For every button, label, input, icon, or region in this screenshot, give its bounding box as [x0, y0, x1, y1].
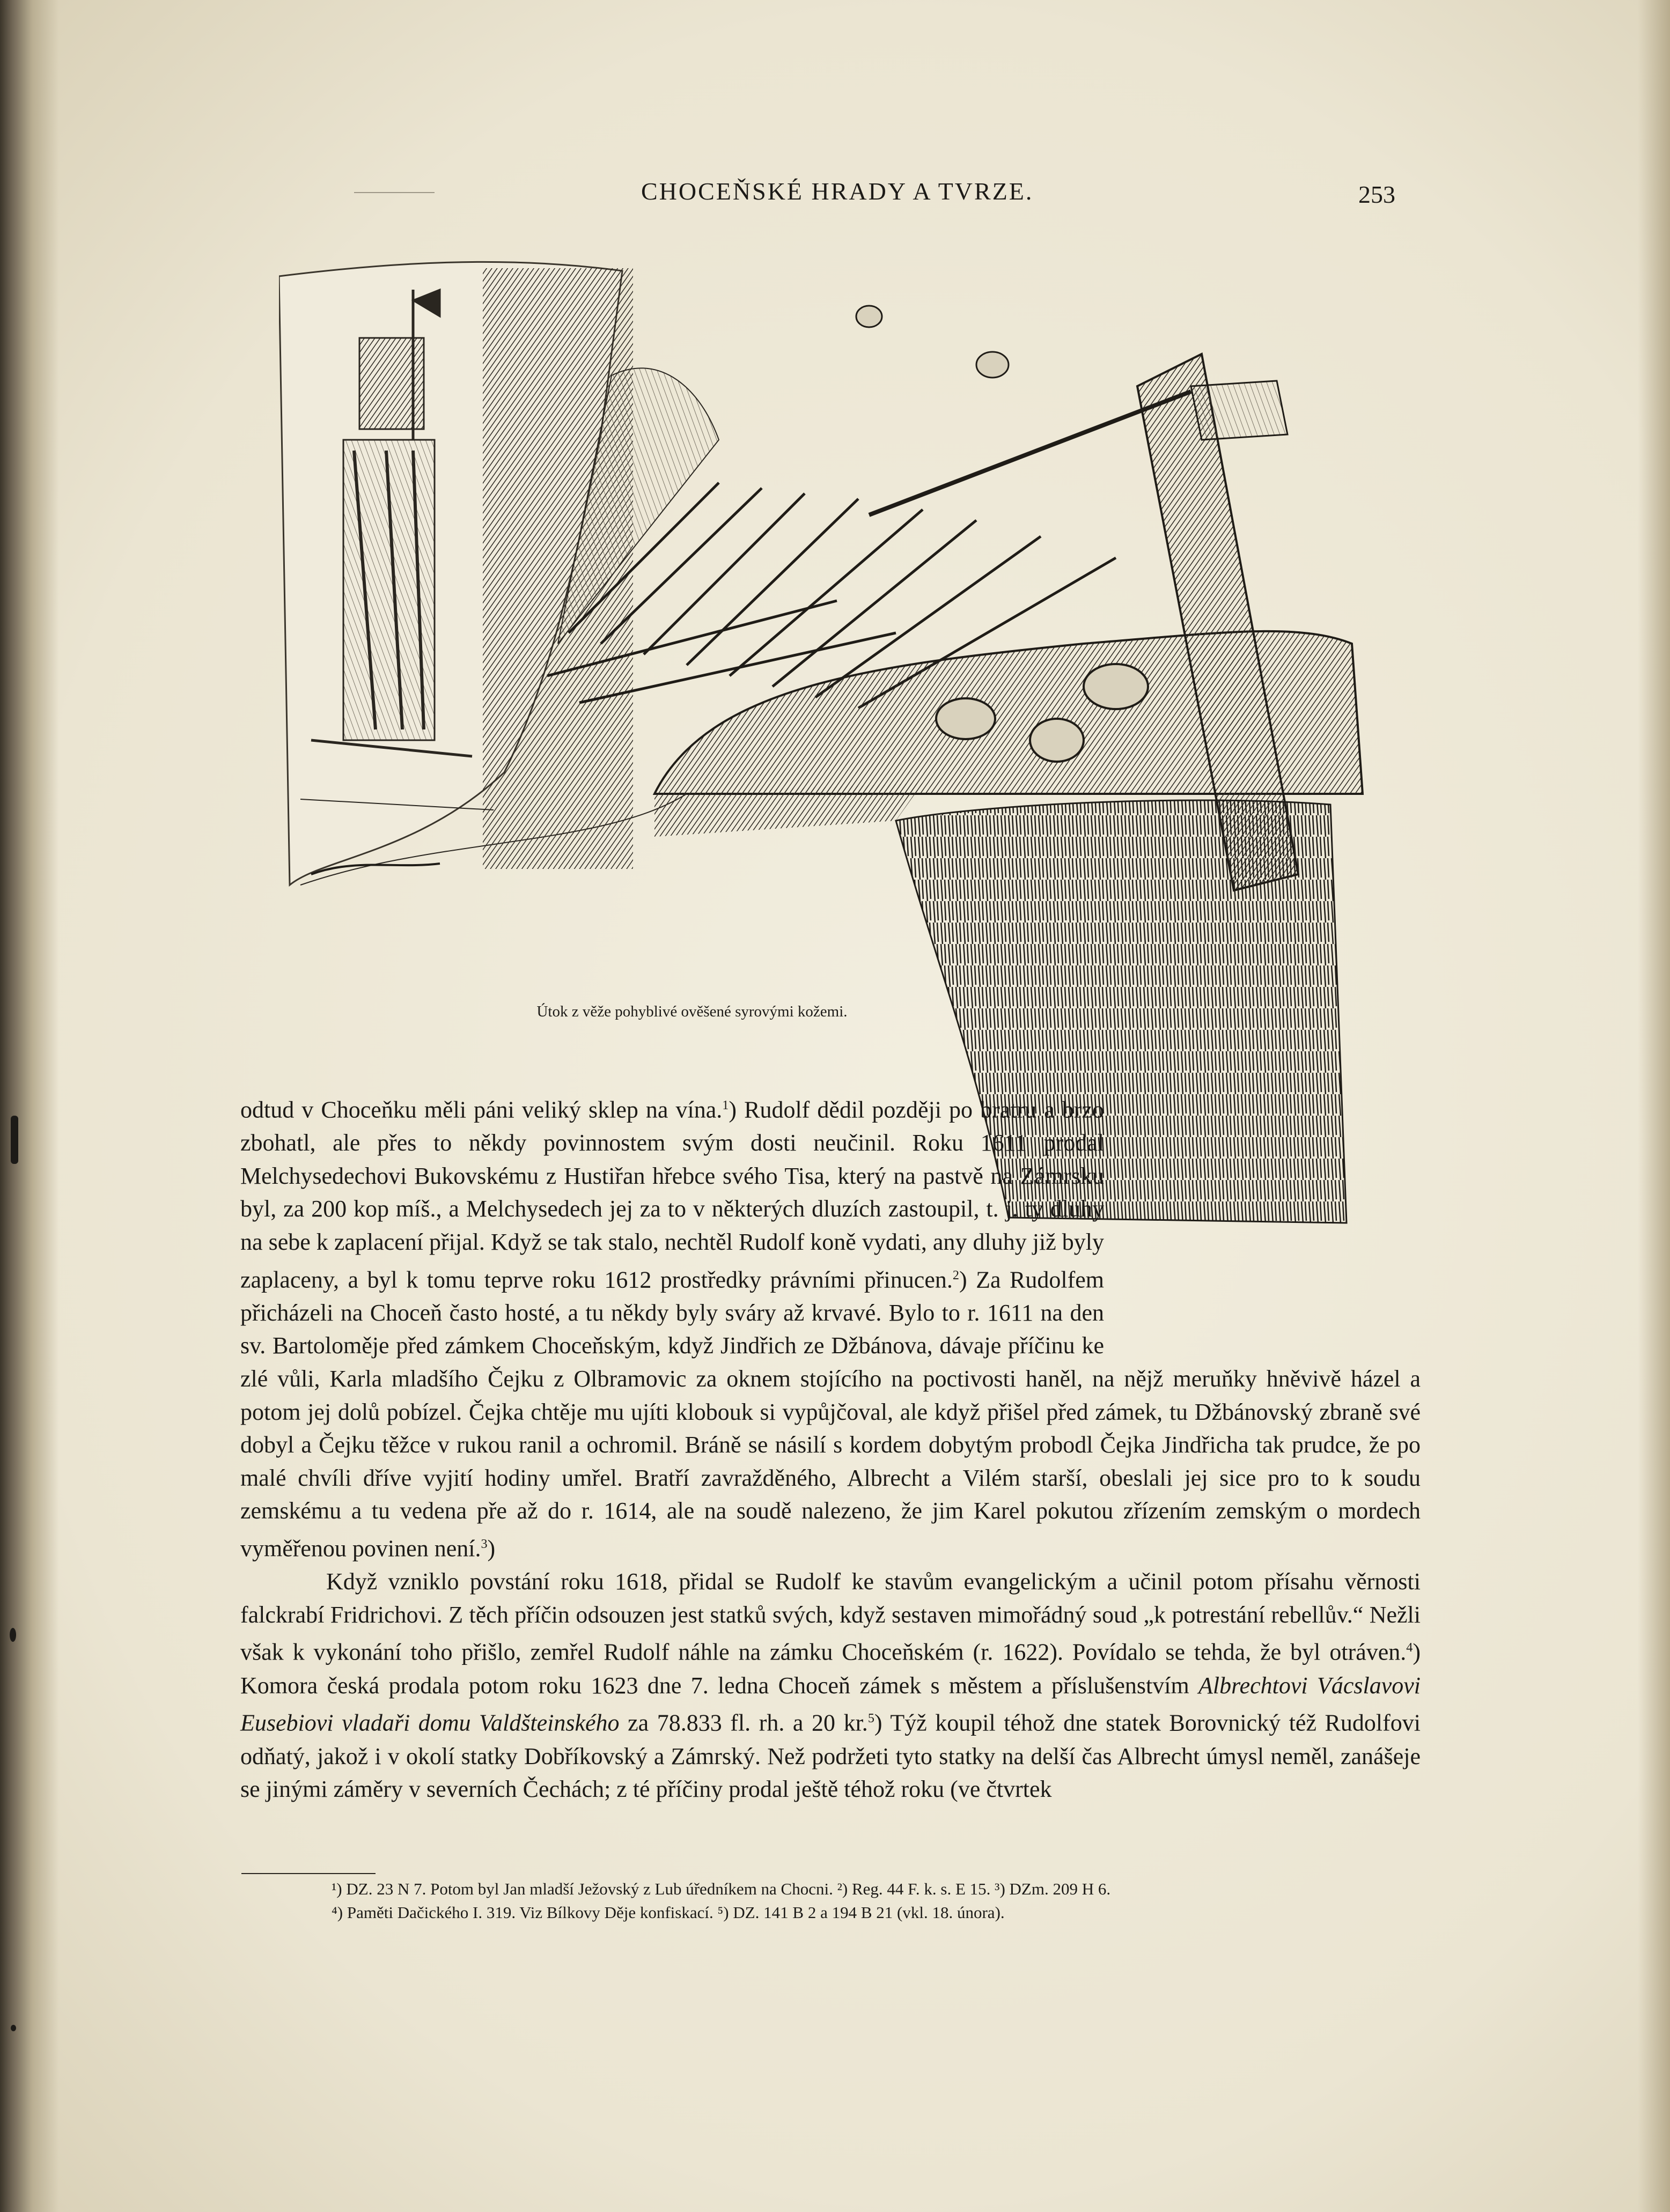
ink-spot [10, 1628, 16, 1642]
running-head: CHOCEŇSKÉ HRADY A TVRZE. [641, 178, 1034, 205]
paragraph: Když vzniklo povstání roku 1618, přidal se Rudolf ke stavům evangelickým a učinil potom přísahu věrnosti falckrabí Fridrichovi. Z těch příčin odsouzen jest statků svých, když sestaven mimořádný soud „k potrestání rebellův.“ Nežli však k vykonání toho přišlo, zemřel Rudolf náhle na zámku Choceňském (r. 1622). Povídalo se tehda, že byl otráven.$^4$) Komora česká prodala potom roku 1623 dne 7. ledna Choceň zámek s městem a příslušenstvím Albrechtovi Vácslavovi Eusebiovi vladaři domu Valdšteinského za 78.833 fl. rh. a 20 kr.$^5$) Týž koupil téhož dne statek Borovnický též Rudolfovi odňatý, jakož i v okolí statky Dobříkovský a Zámrský. Než podržeti tyto statky na delší čas Albrecht úmysl neměl, zanášeje se jinými záměry v severních Čechách; z té příčiny prodal ještě téhož roku (ve čtvrtek [240, 1568, 1421, 1803]
footnotes [240, 1877, 1421, 1925]
paragraph: odtud v Choceňku měli páni veliký sklep na vína.$^1$) Rudolf dědil později po bratru a brzo zbohatl, ale přes to někdy povinnostem svým dosti neučinil. Roku 1611 prodal Melchysedechovi Bukovskému z Hustiřan hřebce svého Tisa, který na pastvě na Zámrsku byl, za 200 kop míš., a Melchysedech jej za to v některých dluzích zastoupil, t. j. ty dluhy na sebe k zaplacení přijal. Když se tak stalo, nechtěl Rudolf koně vydati, any dluhy již byly zaplaceny, a byl k tomu teprve roku 1612 prostředky právními přinucen.$^2$) Za Rudolfem přicházeli na Choceň často hosté, a tu někdy byly sváry až krvavé. Bylo to r. 1611 na den sv. Bartoloměje před zámkem Choceňským, když Jindřich ze Džbánova, dávaje příčinu ke zlé vůli, Karla mladšího Čejku z Olbramovic za oknem stojícího na poctivosti haněl, na nějž meruňky hněvivě házel a potom jej dolů pobízel. Čejka chtěje mu ujíti klobouk si vypůjčoval, ale když přišel před zámek, tu Džbánovský zbraně své dobyl a Čejku těžce v rukou ranil a ochromil. Bráně se násilí s kordem dobytým probodl Čejka Jindřicha tak prudce, že po malé chvíli dříve vyjití hodiny umřel. Bratří zavražděného, Albrecht a Vilém starší, obeslali jej sice pro to k soudu zemskému a tu vedena pře až do r. 1614, ale na soudě nalezeno, že jim Karel pokutou zřízením zemským o mordech vyměřenou povinen není.$^3$) [240, 1089, 1421, 1565]
figure-wrap-space [1104, 1089, 1421, 1333]
page-header [0, 177, 1670, 215]
ink-spot [11, 1116, 18, 1164]
footnote-ref: 5 [867, 1711, 874, 1726]
italic-name: Albrechtovi Vácslavovi Eusebiovi vladaři domu Valdšteinského [240, 1672, 1421, 1736]
figure-caption: Útok z věže pohyblivé ověšené syrovými kožemi. [536, 1003, 848, 1020]
footnote-line: ⁴) Paměti Dačického I. 319. Viz Bílkovy Děje konfiskací. ⁵) DZ. 141 B 2 a 194 B 21 (vkl. 18. února). [332, 1903, 1005, 1922]
header-ornament [354, 192, 435, 193]
page-edge-shadow [1638, 0, 1670, 2212]
footnote-ref: 3 [481, 1537, 488, 1552]
footnote-rule [241, 1873, 376, 1874]
footnote-line: ¹) DZ. 23 N 7. Potom byl Jan mladší Ježovský z Lub úředníkem na Chocni. ²) Reg. 44 F. k. s. E 15. ³) DZm. 209 H 6. [332, 1879, 1111, 1898]
flying-stone [976, 352, 1009, 378]
book-gutter [0, 0, 59, 2212]
ink-spot [11, 2025, 16, 2031]
body-text [240, 1089, 1421, 1806]
page-number: 253 [1358, 181, 1395, 208]
footnote-ref: 4 [1406, 1640, 1413, 1655]
footnote-ref: 2 [952, 1267, 959, 1282]
flying-stone [856, 306, 882, 327]
footnote-ref: 1 [722, 1098, 729, 1112]
